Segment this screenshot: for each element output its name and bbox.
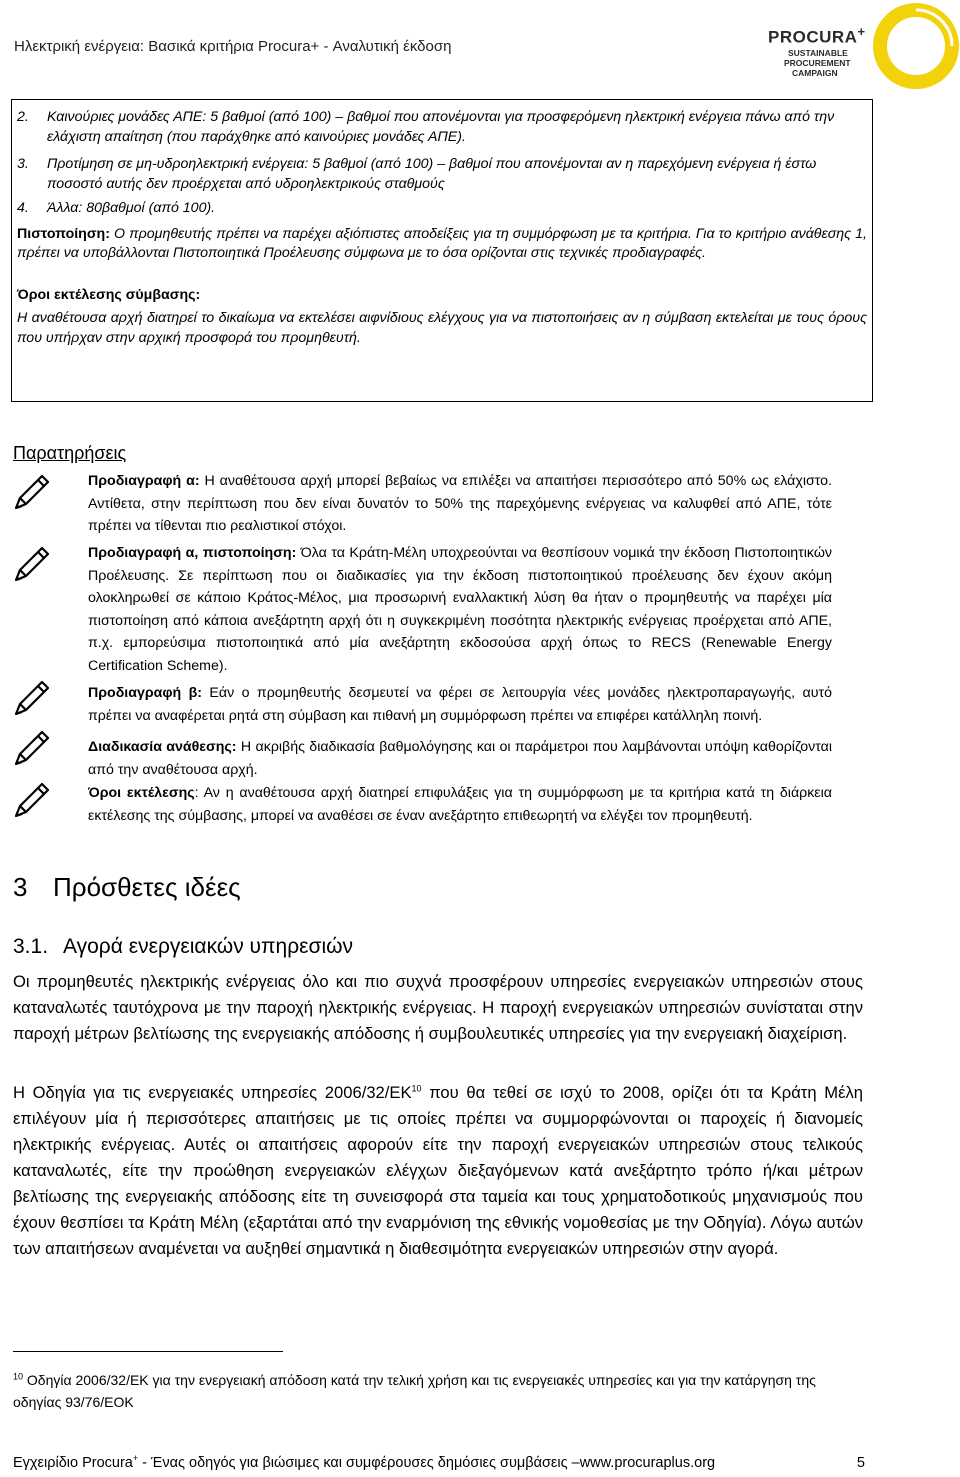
- section-number: 3: [13, 872, 28, 902]
- logo-wordmark: [768, 24, 866, 48]
- pencil-icon: [12, 730, 50, 770]
- paragraph-text: Η Οδηγία για τις ενεργειακές υπηρεσίες 2006/32/ΕΚ: [13, 1083, 412, 1102]
- note-spec-b: [88, 682, 832, 727]
- criterion-text: Καινούριες μονάδες ΑΠΕ: 5 βαθμοί (από 100) – βαθμοί που απονέμονται για προσφερόμενη ηλεκτρική ενέργεια πάνω από την ελάχιστη απαίτηση (που παράχθηκε από καινούριες μονάδες ΑΠΕ).: [47, 109, 835, 145]
- logo-sub-1: SUSTAINABLE: [788, 48, 848, 58]
- subsection-number: 3.1.: [13, 935, 49, 958]
- footnote: [13, 1370, 863, 1413]
- note-label: Προδιαγραφή α:: [88, 473, 200, 489]
- note-label: Όροι εκτέλεσης: [88, 785, 195, 801]
- paragraph-directive: [13, 1080, 863, 1262]
- pencil-icon: [12, 680, 50, 720]
- logo-name: PROCURA: [768, 27, 858, 47]
- logo-sub-3: CAMPAIGN: [792, 68, 838, 78]
- certification-paragraph: [17, 225, 867, 264]
- footer-plus: +: [132, 1453, 139, 1464]
- section-heading: [13, 872, 241, 903]
- footer-text-rest: - Ένας οδηγός για βιώσιμες και συμφέρουσες δημόσιες συμβάσεις –www.procuraplus.org: [138, 1455, 716, 1471]
- certification-text: Ο προμηθευτής πρέπει να παρέχει αξιόπιστες αποδείξεις για τη συμμόρφωση με τα κριτήρια. Για το κριτήριο ανάθεσης 1, πρέπει να υποβάλλονται Πιστοποιητικά Προέλευσης σύμφωνα με το όσα ορίζονται στις τεχνικές προδιαγραφές.: [17, 225, 867, 261]
- paragraph-text: που θα τεθεί σε ισχύ το 2008, ορίζει ότι τα Κράτη Μέλη επιλέγουν μία ή περισσότερες απαιτήσεις με τις οποίες πρέπει να συμμορφώνονται οι παροχείς ή διανομείς ηλεκτρικής ενέργειας. Αυτές οι απαιτήσεις αφορούν είτε την παροχή ενεργειακών υπηρεσιών στους τελικούς καταναλωτές, είτε την προώθηση ενεργειακών ελέγχων διεξαγόμενων κατά ανεξάρτητο τρόπο ή/και μέτρων βελτίωσης της ενεργειακής απόδοσης είτε τη συνεισφορά στα ταμεία και τους χρηματοδοτικούς μηχανισμούς που έχουν θεσπίσει τα Κράτη Μέλη (εξαρτάται από την εναρμόνιση της εθνικής νομοθεσίας με την Οδηγία). Λόγω αυτών των απαιτήσεων αναμένεται να αυξηθεί σημαντικά η διαθεσιμότητα ενεργειακών υπηρεσιών στην αγορά.: [13, 1083, 863, 1258]
- note-label: Διαδικασία ανάθεσης:: [88, 739, 237, 755]
- criterion-number: 4.: [17, 200, 29, 216]
- section-title: Πρόσθετες ιδέες: [53, 872, 241, 902]
- subsection-heading: [13, 935, 353, 959]
- procura-logo: [762, 2, 958, 94]
- criterion-text: Προτίμηση σε μη-υδροηλεκτρική ενέργεια: 5 βαθμοί (από 100) – βαθμοί που απονέμονται αν η παρεχόμενη ενέργεια ή έστω ποσοστό αυτής δεν προέρχεται από υδροηλεκτρικούς σταθμούς: [47, 156, 817, 192]
- terms-text: Η αναθέτουσα αρχή διατηρεί το δικαίωμα να εκτελέσει αιφνίδιους ελέγχους για να πιστοποιήσεις αν η σύμβαση εκτελείται με τους όρους που υπήρχαν στην αρχική προσφορά του προμηθευτή.: [17, 310, 867, 346]
- page-footer: [13, 1455, 863, 1471]
- logo-sun-icon: [868, 2, 960, 94]
- criterion-number: 3.: [17, 156, 29, 172]
- note-text: Η ακριβής διαδικασία βαθμολόγησης και οι παράμετροι που λαμβάνονται υπόψη καθορίζονται από την αναθέτουσα αρχή.: [88, 739, 833, 778]
- logo-sub-2: PROCUREMENT: [784, 58, 851, 68]
- criterion-3: [17, 155, 867, 194]
- note-execution-terms: [88, 782, 832, 827]
- note-label: Προδιαγραφή α, πιστοποίηση:: [88, 545, 297, 561]
- note-text: Εάν ο προμηθευτής δεσμευτεί να φέρει σε λειτουργία νέες μονάδες ηλεκτροπαραγωγής, αυτό πρέπει να αναφέρεται ρητά στη σύμβαση και πιθανή μη συμμόρφωση πρέπει να επιφέρει κατάλληλη ποινή.: [88, 685, 832, 724]
- note-text: : Αν η αναθέτουσα αρχή διατηρεί επιφυλάξεις για τη συμμόρφωση με τα κριτήρια κατά τη διάρκεια εκτέλεσης της σύμβασης, μπορεί να αναθέσει σε έναν ανεξάρτητο επιθεωρητή να ελέγξει τον προμηθευτή.: [88, 785, 832, 824]
- note-label: Προδιαγραφή β:: [88, 685, 202, 701]
- page-number: 5: [856, 1455, 865, 1471]
- footnote-ref[interactable]: 10: [411, 1083, 422, 1094]
- criteria-box: [11, 99, 873, 402]
- note-award-procedure: [88, 736, 832, 781]
- paragraph-energy-services: Οι προμηθευτές ηλεκτρικής ενέργειας όλο και πιο συχνά προσφέρουν υπηρεσίες ενεργειακών υπηρεσιών στους καταναλωτές ταυτόχρονα με την παροχή ηλεκτρικής ενέργειας. Η παροχή ενεργειακών υπηρεσιών συνίσταται στην παροχή μέτρων βελτίωσης της ενεργειακής απόδοσης ή συμβουλευτικές υπηρεσίες για την ενεργειακή διαχείριση.: [13, 972, 863, 1043]
- footnote-number: 10: [13, 1371, 24, 1382]
- certification-label: Πιστοποίηση:: [17, 225, 110, 242]
- logo-plus: +: [857, 24, 866, 39]
- subsection-title: Αγορά ενεργειακών υπηρεσιών: [63, 935, 354, 958]
- header-title: Ηλεκτρική ενέργεια: Βασικά κριτήρια Procura+ - Αναλυτική έκδοση: [14, 38, 452, 55]
- terms-label: Όροι εκτέλεσης σύμβασης:: [17, 286, 201, 303]
- criterion-text: Άλλα: 80βαθμοί (από 100).: [47, 200, 216, 216]
- footnote-text: Οδηγία 2006/32/ΕΚ για την ενεργειακή απόδοση κατά την τελική χρήση και τις ενεργειακές υπηρεσίες και για την κατάργηση της οδηγίας 93/76/ΕΟΚ: [13, 1372, 816, 1410]
- pencil-icon: [12, 782, 50, 822]
- observations-heading: Παρατηρήσεις: [13, 443, 127, 463]
- footnote-divider: [13, 1351, 283, 1352]
- note-spec-a: [88, 470, 832, 538]
- footer-text: Εγχειρίδιο Procura: [13, 1455, 133, 1471]
- note-text: Όλα τα Κράτη-Μέλη υποχρεούνται να θεσπίσουν νομικά την έκδοση Πιστοποιητικών Προέλευσης. Σε περίπτωση που οι διαδικασίες για την έκδοση πιστοποιητικού προέλευσης δεν έχουν ακόμη ολοκληρωθεί σε κάποιο Κράτος-Μέλος, μια προσωρινή εναλλακτική λύση θα ήταν ο προμηθευτής να παρέχει μία πιστοποίηση από κάποια ανεξάρτητη αρχή ότι η συγκεκριμένη ποσότητα ηλεκτρικής ενέργειας προέρχεται από ΑΠΕ, π.χ. εμπορεύσιμα πιστοποιητικά από μία ανεξάρτητη εκδοσούσα αρχή όπως το RECS (Renewable Energy Certification Scheme).: [88, 545, 832, 674]
- criterion-number: 2.: [17, 109, 29, 125]
- note-text: Η αναθέτουσα αρχή μπορεί βεβαίως να επιλέξει να απαιτήσει περισσότερο από 50% ως ελάχιστο. Αντίθετα, στην περίπτωση που δεν είναι δυνατόν το 50% της παρεχόμενης ενέργειας να καλυφθεί από ΑΠΕ, τότε πρέπει να τίθενται πιο ρεαλιστικοί στόχοι.: [88, 473, 832, 534]
- pencil-icon: [12, 474, 50, 514]
- pencil-icon: [12, 546, 50, 586]
- criterion-2: [17, 108, 867, 147]
- note-spec-a-certification: [88, 542, 832, 677]
- criterion-4: [17, 199, 867, 219]
